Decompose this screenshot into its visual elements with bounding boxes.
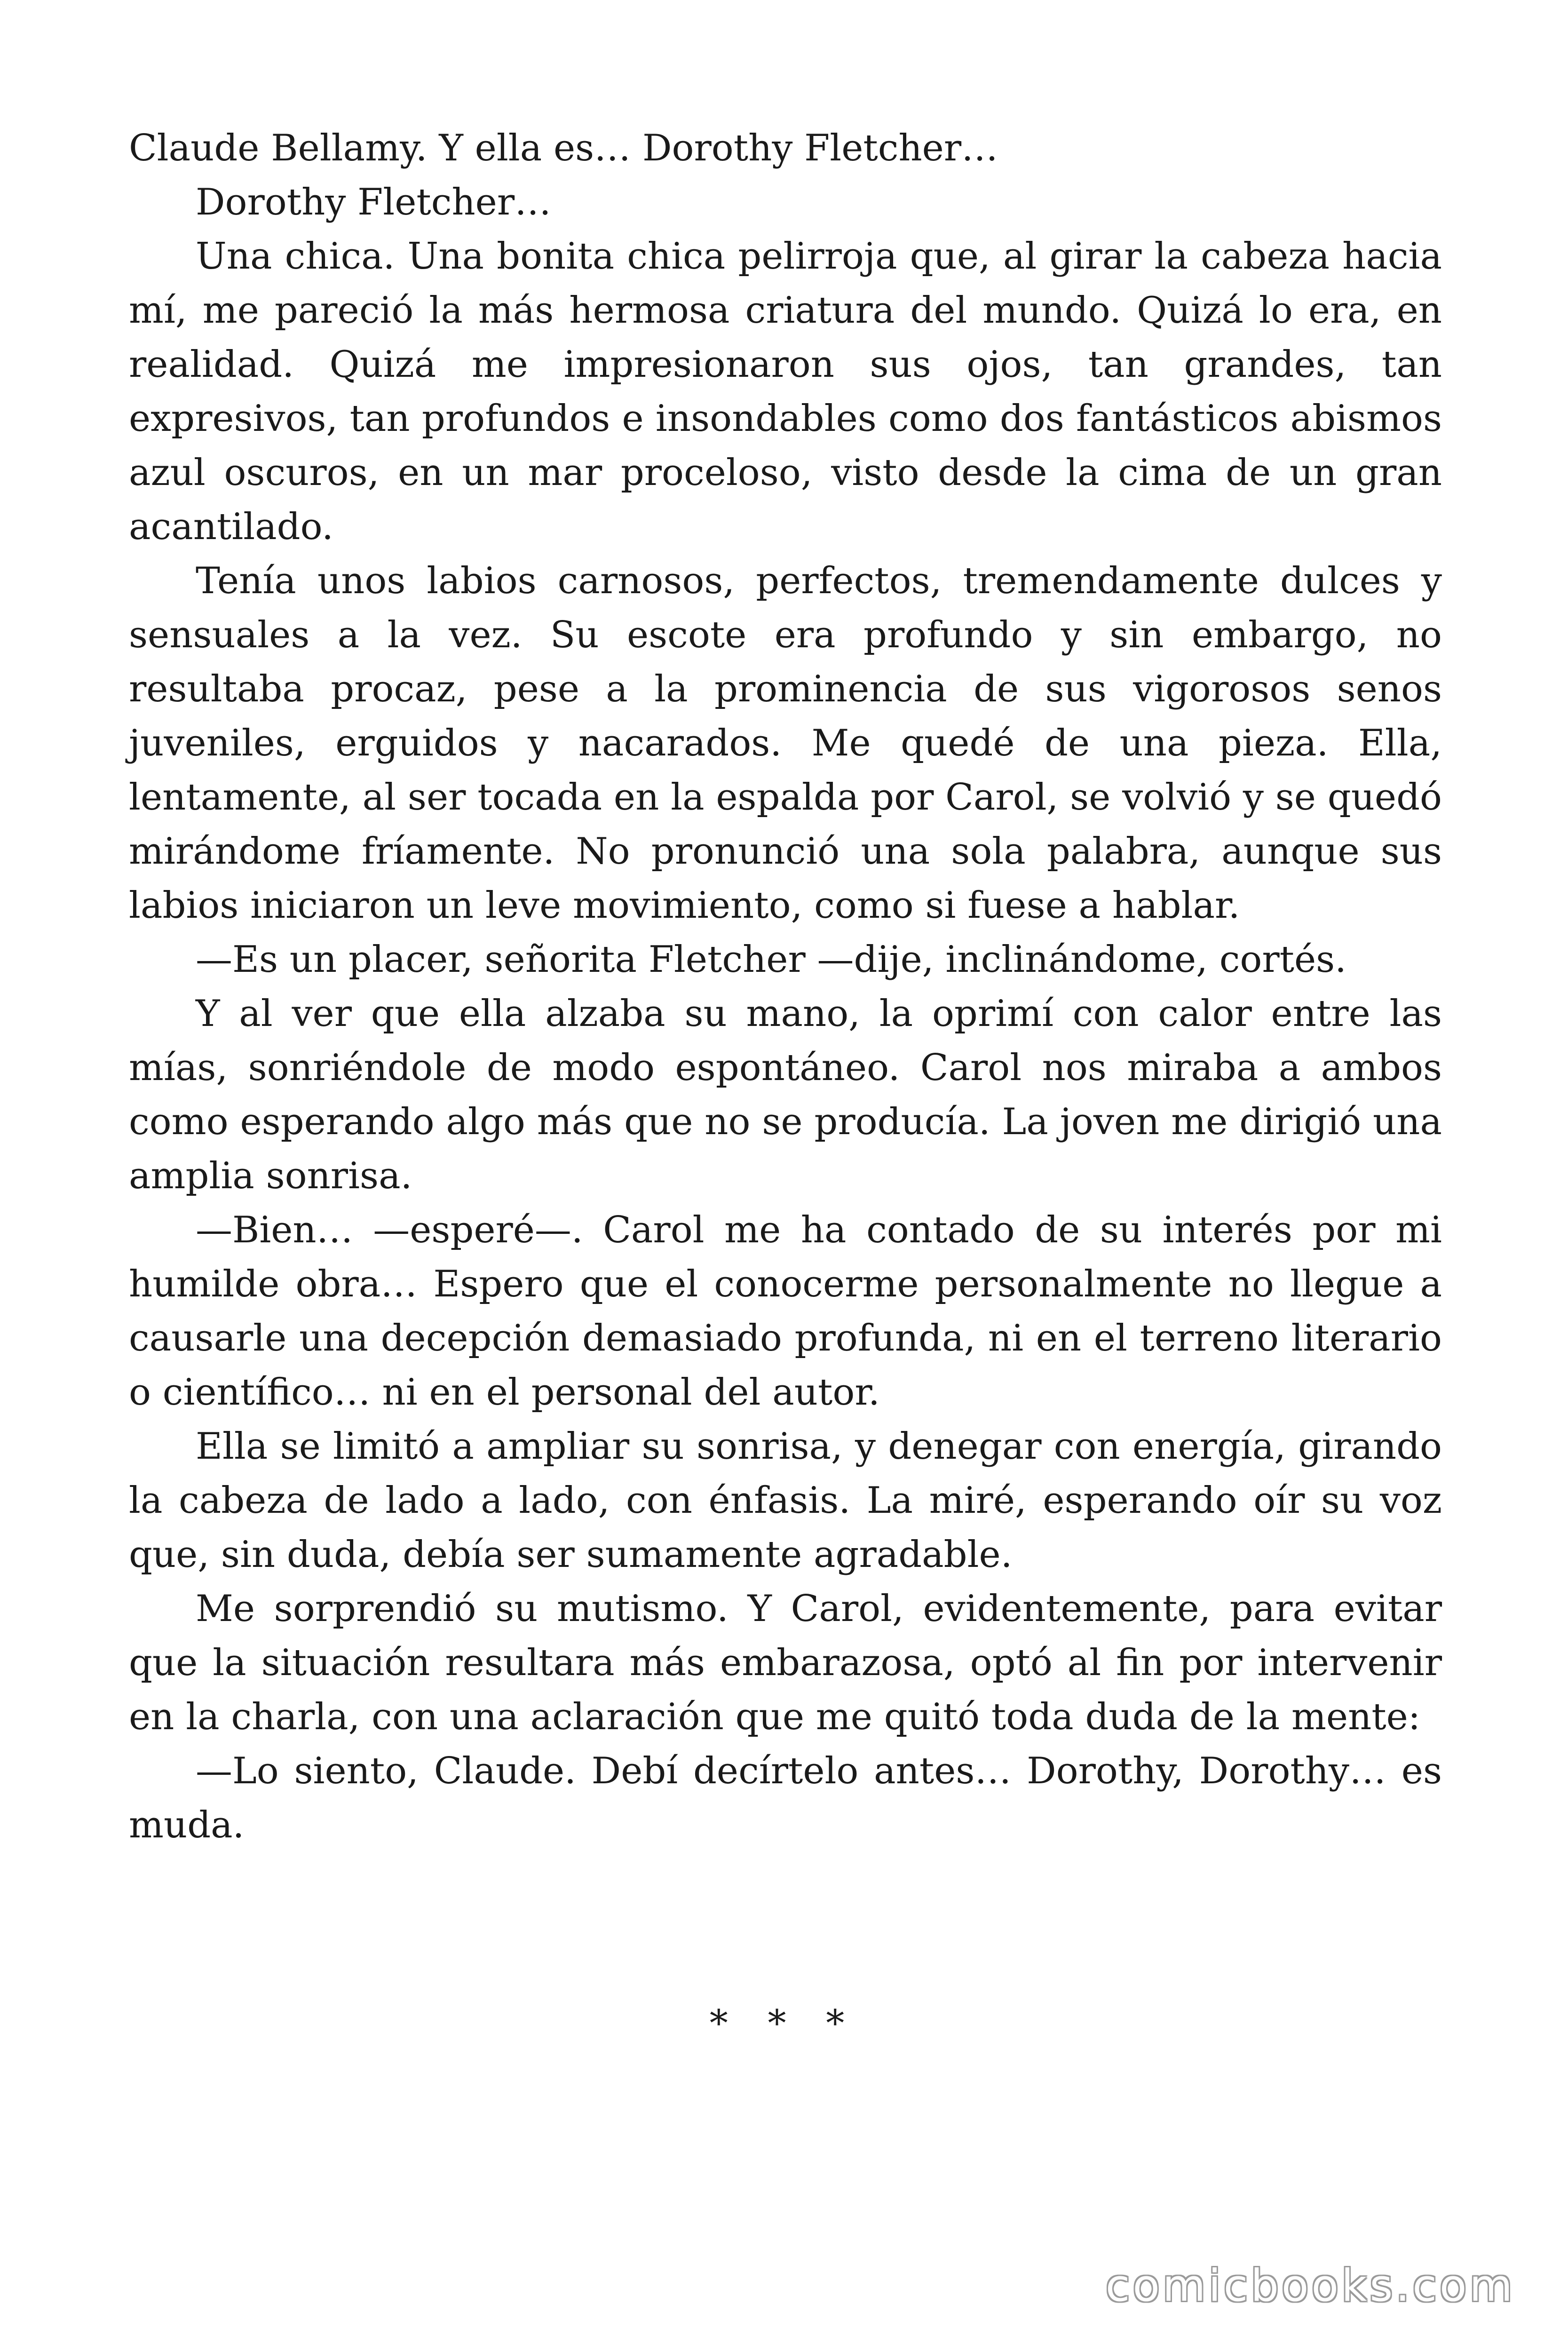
paragraph-5: —Es un placer, señorita Fletcher —dije, inclinándome, cortés.: [196, 938, 1346, 981]
paragraph-1: Claude Bellamy. Y ella es… Dorothy Fletcher…: [129, 127, 998, 169]
paragraph-9: Me sorprendió su mutismo. Y Carol, evidentemente, para evitar que la situación resultara más embarazosa, optó al fin por intervenir en la charla, con una aclaración que me quitó toda duda de la mente:: [129, 1588, 1442, 1738]
paragraph-10: —Lo siento, Claude. Debí decírtelo antes… Dorothy, Dorothy… es muda.: [129, 1750, 1442, 1846]
section-separator: * * *: [709, 2002, 859, 2045]
paragraph-3: Una chica. Una bonita chica pelirroja que, al girar la cabeza hacia mí, me pareció la más hermosa criatura del mundo. Quizá lo era, en realidad. Quizá me impresionaron sus ojos, tan grandes, tan expresivos, tan profundos e insondables como dos fantásticos abismos azul oscuros, en un mar proceloso, visto desde la cima de un gran acantilado.: [129, 235, 1442, 548]
paragraph-2: Dorothy Fletcher…: [196, 181, 552, 223]
body-text: [129, 121, 1442, 1852]
paragraph-4: Tenía unos labios carnosos, perfectos, tremendamente dulces y sensuales a la vez. Su escote era profundo y sin embargo, no resultaba procaz, pese a la prominencia de sus vigorosos senos juveniles, erguidos y nacarados. Me quedé de una pieza. Ella, lentamente, al ser tocada en la espalda por Carol, se volvió y se quedó mirándome fríamente. No pronunció una sola palabra, aunque sus labios iniciaron un leve movimiento, como si fuese a hablar.: [129, 560, 1442, 927]
watermark: comicbooks.com: [1105, 2260, 1515, 2312]
paragraph-8: Ella se limitó a ampliar su sonrisa, y denegar con energía, girando la cabeza de lado a lado, con énfasis. La miré, esperando oír su voz que, sin duda, debía ser sumamente agradable.: [129, 1425, 1442, 1576]
paragraph-7: —Bien… —esperé—. Carol me ha contado de su interés por mi humilde obra… Espero que el conocerme personalmente no llegue a causarle una decepción demasiado profunda, ni en el terreno literario o científico… ni en el personal del autor.: [129, 1209, 1442, 1414]
paragraph-6: Y al ver que ella alzaba su mano, la oprimí con calor entre las mías, sonriéndole de modo espontáneo. Carol nos miraba a ambos como esperando algo más que no se producía. La joven me dirigió una amplia sonrisa.: [129, 993, 1442, 1197]
